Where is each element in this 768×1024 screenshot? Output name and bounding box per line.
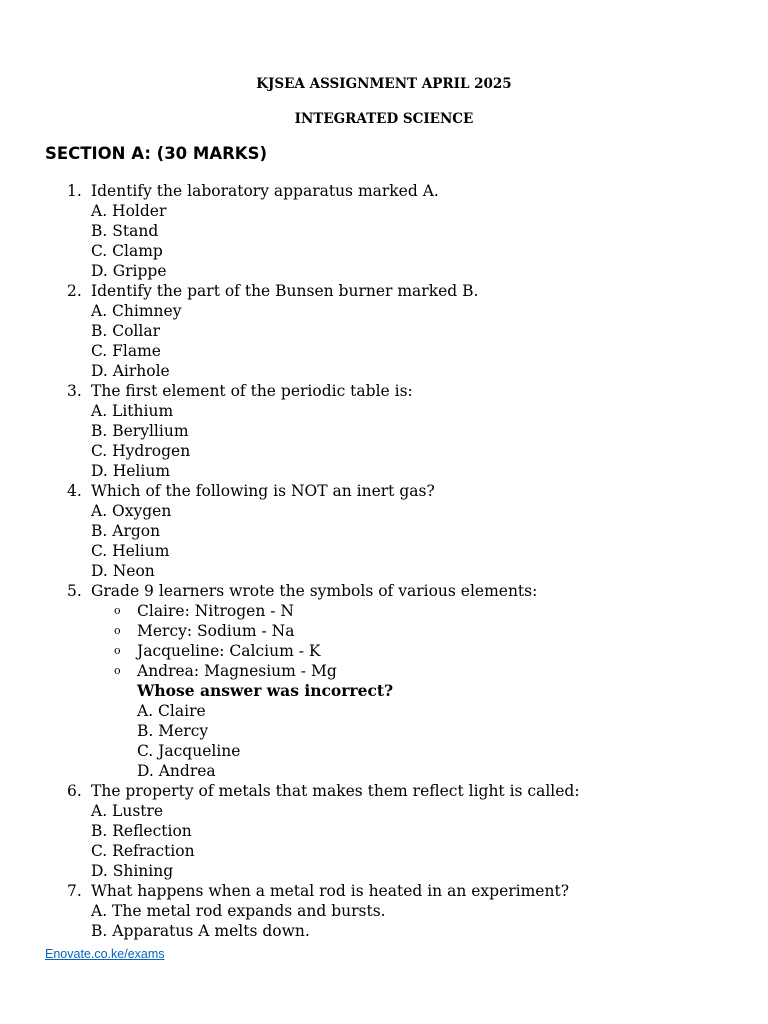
answer-option: A. Lustre	[91, 802, 164, 820]
question-number: 6.	[67, 782, 82, 800]
answer-option: C. Jacqueline	[137, 742, 241, 760]
answer-option: A. The metal rod expands and bursts.	[91, 902, 386, 920]
answer-option: D. Andrea	[137, 762, 216, 780]
answer-option: B. Collar	[91, 322, 161, 340]
question-text: Identify the laboratory apparatus marked A.	[91, 182, 439, 200]
answer-option: D. Grippe	[91, 262, 167, 280]
question-number: 7.	[67, 882, 82, 900]
footer-link[interactable]: Enovate.co.ke/exams	[45, 947, 165, 961]
answer-option: C. Hydrogen	[91, 442, 191, 460]
bullet-text: Claire: Nitrogen - N	[137, 602, 294, 620]
answer-option: D. Neon	[91, 562, 155, 580]
bullet-text: Andrea: Magnesium - Mg	[137, 662, 337, 680]
circle-bullet-icon: o	[114, 604, 121, 617]
section-heading: SECTION A: (30 MARKS)	[45, 144, 268, 163]
answer-option: C. Clamp	[91, 242, 163, 260]
answer-option: B. Argon	[91, 522, 161, 540]
bullet-text: Mercy: Sodium - Na	[137, 622, 295, 640]
document-title: KJSEA ASSIGNMENT APRIL 2025	[256, 76, 512, 92]
question-text: Identify the part of the Bunsen burner marked B.	[91, 282, 479, 300]
answer-option: A. Claire	[137, 702, 206, 720]
answer-option: D. Shining	[91, 862, 174, 880]
answer-option: B. Stand	[91, 222, 159, 240]
answer-option: C. Helium	[91, 542, 170, 560]
question-number: 2.	[67, 282, 82, 300]
question-number: 3.	[67, 382, 82, 400]
answer-option: D. Helium	[91, 462, 171, 480]
question-number: 4.	[67, 482, 82, 500]
subject-title: INTEGRATED SCIENCE	[294, 111, 474, 127]
bullet-text: Jacqueline: Calcium - K	[137, 642, 321, 660]
answer-option: D. Airhole	[91, 362, 170, 380]
answer-option: C. Flame	[91, 342, 161, 360]
circle-bullet-icon: o	[114, 644, 121, 657]
answer-option: B. Beryllium	[91, 422, 189, 440]
question-text: The property of metals that makes them reflect light is called:	[91, 782, 580, 800]
question-prompt: Whose answer was incorrect?	[137, 681, 394, 700]
circle-bullet-icon: o	[114, 664, 121, 677]
question-number: 1.	[67, 182, 82, 200]
answer-option: A. Lithium	[91, 402, 174, 420]
answer-option: B. Apparatus A melts down.	[91, 922, 310, 940]
question-text: Which of the following is NOT an inert gas?	[91, 482, 435, 500]
question-text: Grade 9 learners wrote the symbols of various elements:	[91, 582, 538, 600]
question-text: The first element of the periodic table is:	[91, 382, 413, 400]
question-number: 5.	[67, 582, 82, 600]
answer-option: B. Mercy	[137, 722, 209, 740]
answer-option: A. Holder	[91, 202, 167, 220]
question-text: What happens when a metal rod is heated in an experiment?	[91, 882, 570, 900]
answer-option: A. Oxygen	[91, 502, 172, 520]
circle-bullet-icon: o	[114, 624, 121, 637]
answer-option: B. Reflection	[91, 822, 192, 840]
answer-option: C. Refraction	[91, 842, 195, 860]
answer-option: A. Chimney	[91, 302, 182, 320]
